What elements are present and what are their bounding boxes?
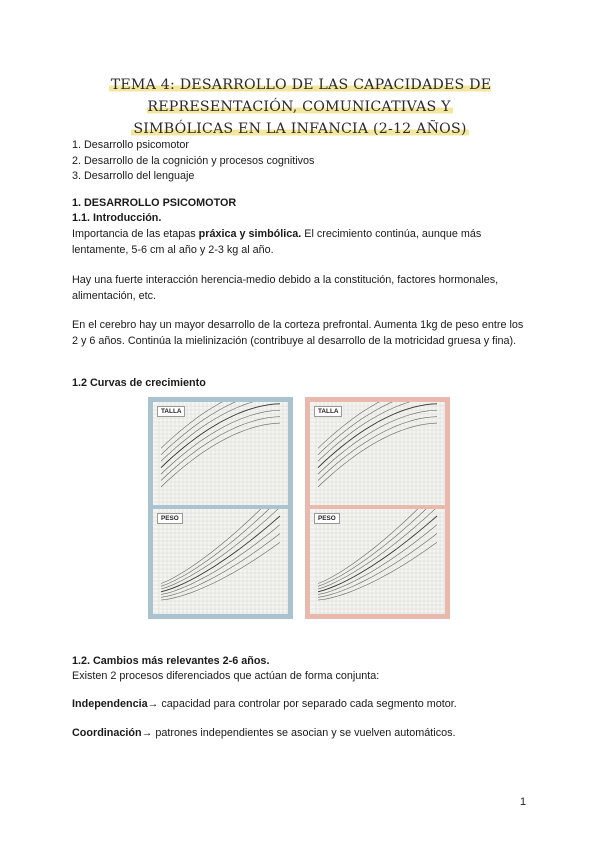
girls-weight-label: PESO: [314, 513, 340, 524]
title-line-1: TEMA 4: DESARROLLO DE LAS CAPACIDADES DE REPRESENTACIÓN, COMUNICATIVAS Y: [110, 77, 492, 115]
girls-growth-chart: [305, 397, 450, 619]
definition-independencia-text: → capacidad para controlar por separado cada segmento motor.: [147, 698, 457, 710]
definition-coordinacion-text: → patrones independientes se asocian y se vuelven automáticos.: [141, 727, 456, 739]
boys-growth-chart: [148, 397, 293, 619]
definition-coordinacion: [72, 726, 532, 742]
paragraph-intro: [72, 227, 532, 258]
table-of-contents: [72, 138, 532, 185]
boys-weight-label: PESO: [157, 513, 183, 524]
title-line-2: SIMBÓLICAS EN LA INFANCIA (2-12 AÑOS): [133, 121, 467, 137]
p3-text: En el cerebro hay un mayor desarrollo de la corteza prefrontal. Aumenta 1kg de peso entre los 2 y 6 años. Continúa la mielinización (contribuye al desarrollo de la motricidad gruesa y fina).: [72, 319, 524, 347]
boys-weight-curves: [153, 509, 288, 614]
girls-height-curves: [310, 402, 445, 505]
girls-height-chart-panel: [310, 402, 445, 505]
p2-text: Hay una fuerte interacción herencia-medio debido a la constitución, factores hormonales, alimentación, etc.: [72, 274, 499, 302]
boys-height-curves: [153, 402, 288, 505]
p1-text-before: Importancia de las etapas: [72, 228, 199, 240]
page-title: [60, 74, 540, 140]
subheading-introduccion: 1.1. Introducción.: [72, 212, 162, 224]
page-number: 1: [519, 796, 526, 808]
subheading-cambios-relevantes: 1.2. Cambios más relevantes 2-6 años.: [72, 655, 270, 667]
paragraph-cerebro: [72, 318, 532, 349]
paragraph-procesos: Existen 2 procesos diferenciados que actúan de forma conjunta:: [72, 670, 380, 682]
girls-weight-chart-panel: [310, 509, 445, 614]
girls-height-label: TALLA: [314, 406, 342, 417]
term-coordinacion: Coordinación: [72, 727, 142, 739]
girls-weight-curves: [310, 509, 445, 614]
toc-item-2[interactable]: 2. Desarrollo de la cognición y procesos cognitivos: [72, 154, 315, 167]
term-independencia: Independencia: [72, 698, 148, 710]
toc-item-1[interactable]: 1. Desarrollo psicomotor: [72, 139, 190, 151]
paragraph-herencia: [72, 273, 532, 304]
toc-item-3[interactable]: 3. Desarrollo del lenguaje: [72, 170, 195, 182]
boys-weight-chart-panel: [153, 509, 288, 614]
p1-text-after: El crecimiento continúa, aunque más lentamente, 5-6 cm al año y 2-3 kg al año.: [72, 228, 482, 256]
boys-height-label: TALLA: [157, 406, 185, 417]
subheading-curvas-crecimiento: 1.2 Curvas de crecimiento: [72, 377, 206, 389]
growth-charts-figure: [148, 397, 450, 619]
p1-bold-text: práxica y simbólica.: [198, 228, 302, 240]
definition-independencia: [72, 697, 532, 713]
boys-height-chart-panel: [153, 402, 288, 505]
section-heading-desarrollo-psicomotor: 1. DESARROLLO PSICOMOTOR: [72, 197, 237, 209]
